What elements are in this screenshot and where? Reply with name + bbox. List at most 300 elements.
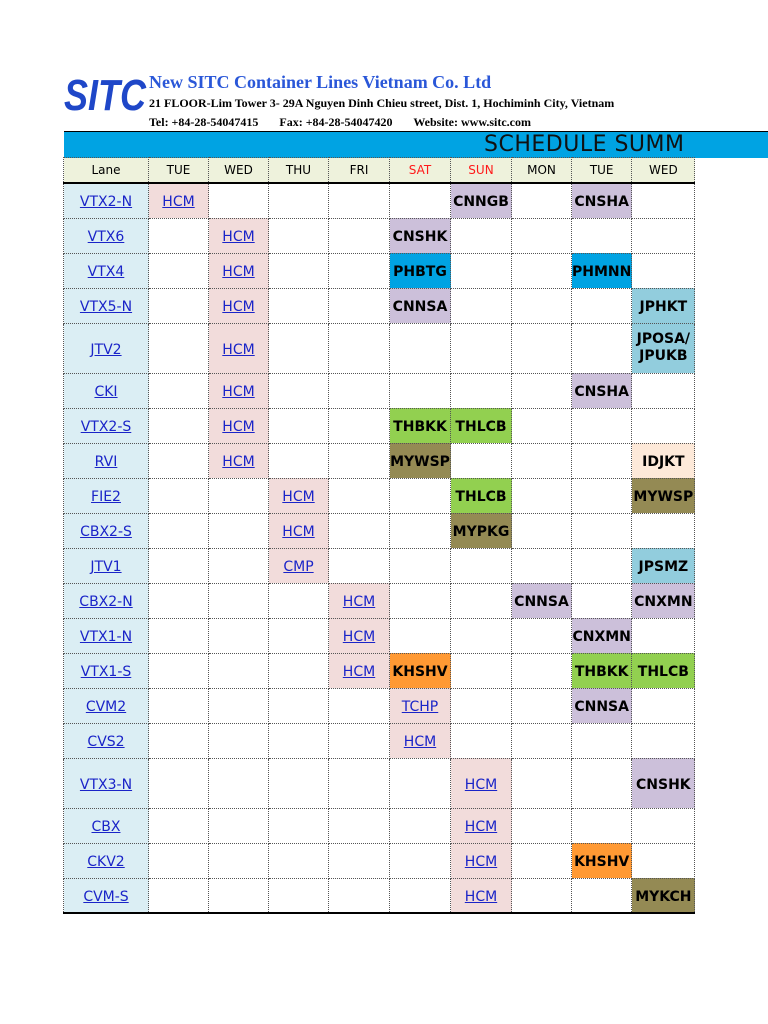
schedule-cell	[209, 408, 269, 443]
header-row	[64, 158, 695, 184]
schedule-cell	[632, 878, 695, 913]
table-row	[64, 288, 695, 323]
port-link[interactable]: HCM	[222, 341, 255, 358]
col-header-tue: TUE	[149, 158, 209, 184]
schedule-cell	[572, 758, 632, 808]
schedule-cell	[390, 723, 451, 758]
schedule-cell	[451, 253, 512, 288]
schedule-cell	[209, 758, 269, 808]
table-row	[64, 653, 695, 688]
schedule-cell	[572, 843, 632, 878]
lane-cell	[64, 878, 149, 913]
schedule-cell	[269, 723, 329, 758]
schedule-cell	[390, 878, 451, 913]
schedule-cell	[451, 373, 512, 408]
table-row	[64, 583, 695, 618]
destination-code: JPHKT	[639, 299, 688, 315]
schedule-cell	[390, 443, 451, 478]
schedule-cell	[451, 218, 512, 253]
port-link[interactable]: HCM	[282, 524, 315, 540]
schedule-cell	[390, 758, 451, 808]
schedule-cell	[269, 688, 329, 723]
lane-link[interactable]: JTV1	[90, 559, 122, 575]
lane-cell	[64, 253, 149, 288]
destination-code: THLCB	[637, 664, 689, 680]
table-row	[64, 878, 695, 913]
schedule-cell	[572, 478, 632, 513]
svg-text:SITC: SITC	[64, 71, 147, 120]
schedule-cell	[149, 653, 209, 688]
destination-code: MYKCH	[635, 888, 692, 905]
schedule-cell	[451, 183, 512, 218]
col-header-fri: FRI	[329, 158, 390, 184]
schedule-cell	[149, 373, 209, 408]
schedule-cell	[149, 583, 209, 618]
schedule-cell	[572, 548, 632, 583]
lane-link[interactable]: CKI	[94, 384, 118, 400]
schedule-cell	[632, 373, 695, 408]
schedule-cell	[209, 548, 269, 583]
schedule-cell	[149, 218, 209, 253]
destination-code: CNNSA	[574, 699, 629, 715]
schedule-cell	[390, 373, 451, 408]
schedule-cell	[149, 443, 209, 478]
schedule-cell	[512, 688, 572, 723]
lane-link[interactable]: RVI	[94, 454, 118, 470]
schedule-cell	[451, 583, 512, 618]
schedule-cell	[632, 583, 695, 618]
schedule-cell	[390, 808, 451, 843]
lane-cell	[64, 373, 149, 408]
lane-link[interactable]: VTX3-N	[79, 776, 133, 793]
schedule-cell	[512, 618, 572, 653]
port-link[interactable]: HCM	[222, 299, 255, 315]
schedule-cell	[632, 443, 695, 478]
contact-line	[149, 115, 531, 130]
schedule-cell	[632, 408, 695, 443]
schedule-cell	[269, 843, 329, 878]
table-row	[64, 218, 695, 253]
company-name: New SITC Container Lines Vietnam Co. Ltd	[149, 72, 492, 92]
schedule-cell	[329, 878, 390, 913]
port-link[interactable]: HCM	[222, 264, 255, 280]
schedule-cell	[390, 323, 451, 373]
website: Website: www.sitc.com	[413, 115, 531, 129]
destination-code: CNSHK	[392, 229, 448, 245]
schedule-cell	[512, 218, 572, 253]
schedule-cell	[149, 758, 209, 808]
sitc-logo	[64, 71, 148, 120]
schedule-cell	[632, 723, 695, 758]
schedule-cell	[329, 513, 390, 548]
port-link[interactable]: HCM	[464, 854, 498, 870]
port-link[interactable]: HCM	[464, 776, 498, 793]
schedule-cell	[149, 618, 209, 653]
schedule-cell	[451, 618, 512, 653]
schedule-cell	[572, 253, 632, 288]
col-header-mon: MON	[512, 158, 572, 184]
schedule-cell	[329, 653, 390, 688]
col-header-lane: Lane	[64, 158, 149, 184]
schedule-cell	[209, 583, 269, 618]
title-bar	[64, 131, 768, 158]
schedule-cell	[329, 758, 390, 808]
destination-code: JPSMZ	[638, 559, 689, 575]
schedule-cell	[632, 513, 695, 548]
table-row	[64, 373, 695, 408]
schedule-cell	[512, 183, 572, 218]
lane-cell	[64, 808, 149, 843]
schedule-cell	[451, 723, 512, 758]
lane-link[interactable]: VTX1-N	[79, 629, 133, 645]
schedule-cell	[572, 443, 632, 478]
schedule-cell	[390, 618, 451, 653]
lane-cell	[64, 723, 149, 758]
schedule-cell	[209, 443, 269, 478]
table-row	[64, 478, 695, 513]
schedule-cell	[149, 288, 209, 323]
schedule-cell	[329, 183, 390, 218]
schedule-cell	[572, 583, 632, 618]
destination-code: CNNGB	[453, 194, 509, 211]
schedule-cell	[451, 288, 512, 323]
port-link[interactable]: HCM	[464, 888, 498, 905]
schedule-cell	[209, 653, 269, 688]
table-row	[64, 323, 695, 373]
schedule-cell	[451, 323, 512, 373]
port-link[interactable]: HCM	[222, 419, 255, 435]
schedule-cell	[512, 478, 572, 513]
schedule-cell	[390, 288, 451, 323]
schedule-cell	[632, 548, 695, 583]
lane-link[interactable]: VTX1-S	[80, 664, 132, 680]
schedule-cell	[390, 253, 451, 288]
schedule-cell	[269, 653, 329, 688]
port-link[interactable]: HCM	[282, 489, 315, 505]
schedule-cell	[329, 443, 390, 478]
destination-code: CNSHA	[574, 384, 629, 400]
schedule-cell	[209, 808, 269, 843]
lane-cell	[64, 843, 149, 878]
schedule-cell	[572, 618, 632, 653]
schedule-cell	[149, 323, 209, 373]
schedule-cell	[209, 288, 269, 323]
schedule-cell	[572, 723, 632, 758]
schedule-cell	[149, 183, 209, 218]
destination-code: MYWSP	[633, 489, 694, 505]
col-header-wed: WED	[209, 158, 269, 184]
port-link[interactable]: HCM	[222, 454, 255, 470]
schedule-cell	[512, 443, 572, 478]
port-link[interactable]: CMP	[283, 559, 314, 575]
schedule-cell	[329, 253, 390, 288]
col-header-sat: SAT	[390, 158, 451, 184]
schedule-cell	[269, 323, 329, 373]
schedule-cell	[632, 323, 695, 373]
schedule-cell	[149, 408, 209, 443]
schedule-cell	[572, 373, 632, 408]
schedule-cell	[209, 723, 269, 758]
table-row	[64, 253, 695, 288]
schedule-cell	[329, 583, 390, 618]
schedule-cell	[632, 758, 695, 808]
table-row	[64, 443, 695, 478]
col-header-tue-2: TUE	[572, 158, 632, 184]
destination-code: MYWSP	[390, 454, 450, 470]
schedule-cell	[329, 808, 390, 843]
schedule-cell	[269, 408, 329, 443]
schedule-cell	[512, 373, 572, 408]
schedule-cell	[329, 618, 390, 653]
port-link[interactable]: HCM	[464, 819, 498, 835]
company-address: 21 FLOOR-Lim Tower 3- 29A Nguyen Dinh Chieu street, Dist. 1, Hochiminh City, Vietnam	[149, 96, 615, 110]
lane-link[interactable]: CBX2-N	[79, 594, 133, 610]
port-link[interactable]: HCM	[342, 594, 376, 610]
col-header-thu: THU	[269, 158, 329, 184]
schedule-cell	[269, 443, 329, 478]
col-header-wed-2: WED	[632, 158, 695, 184]
lane-cell	[64, 478, 149, 513]
schedule-cell	[149, 478, 209, 513]
lane-link[interactable]: VTX2-N	[79, 194, 133, 211]
schedule-cell	[329, 323, 390, 373]
schedule-cell	[632, 808, 695, 843]
schedule-cell	[269, 758, 329, 808]
destination-code: CNSHA	[574, 194, 629, 211]
port-link[interactable]: HCM	[342, 664, 376, 680]
schedule-cell	[269, 373, 329, 408]
schedule-cell	[632, 653, 695, 688]
lane-cell	[64, 583, 149, 618]
schedule-cell	[572, 808, 632, 843]
schedule-cell	[329, 478, 390, 513]
lane-link[interactable]: CVS2	[87, 734, 125, 750]
schedule-cell	[390, 183, 451, 218]
schedule-cell	[512, 758, 572, 808]
table-row	[64, 513, 695, 548]
schedule-cell	[149, 513, 209, 548]
schedule-cell	[269, 478, 329, 513]
schedule-cell	[390, 653, 451, 688]
schedule-cell	[329, 288, 390, 323]
schedule-cell	[329, 373, 390, 408]
lane-link[interactable]: CVM2	[85, 699, 127, 715]
schedule-cell	[329, 408, 390, 443]
schedule-cell	[329, 723, 390, 758]
schedule-cell	[329, 843, 390, 878]
schedule-cell	[329, 218, 390, 253]
lane-cell	[64, 183, 149, 218]
port-link[interactable]: HCM	[162, 194, 195, 211]
lane-cell	[64, 618, 149, 653]
destination-code: CNXMN	[572, 629, 631, 645]
schedule-cell	[329, 548, 390, 583]
schedule-cell	[390, 688, 451, 723]
schedule-cell	[572, 408, 632, 443]
destination-code: PHBTG	[393, 264, 447, 280]
schedule-cell	[269, 513, 329, 548]
lane-cell	[64, 288, 149, 323]
schedule-cell	[329, 688, 390, 723]
schedule-cell	[390, 583, 451, 618]
schedule-cell	[209, 513, 269, 548]
fax-number: Fax: +84-28-54047420	[279, 115, 393, 129]
schedule-cell	[390, 513, 451, 548]
schedule-cell	[632, 253, 695, 288]
destination-code: KHSHV	[574, 854, 630, 870]
schedule-cell	[512, 843, 572, 878]
lane-cell	[64, 688, 149, 723]
table-row	[64, 548, 695, 583]
table-row	[64, 843, 695, 878]
table-row	[64, 618, 695, 653]
schedule-cell	[632, 843, 695, 878]
schedule-body	[64, 183, 695, 913]
schedule-cell	[451, 478, 512, 513]
schedule-cell	[390, 478, 451, 513]
schedule-cell	[269, 618, 329, 653]
schedule-cell	[451, 653, 512, 688]
schedule-cell	[209, 373, 269, 408]
schedule-cell	[390, 408, 451, 443]
schedule-cell	[572, 288, 632, 323]
port-link[interactable]: HCM	[222, 384, 255, 400]
table-row	[64, 688, 695, 723]
destination-code: IDJKT	[642, 454, 685, 470]
schedule-cell	[512, 583, 572, 618]
destination-code: MYPKG	[452, 524, 510, 540]
schedule-cell	[512, 653, 572, 688]
destination-code: THLCB	[455, 489, 507, 505]
schedule-cell	[269, 878, 329, 913]
schedule-cell	[209, 618, 269, 653]
table-row	[64, 408, 695, 443]
table-row	[64, 758, 695, 808]
schedule-cell	[451, 548, 512, 583]
schedule-cell	[209, 478, 269, 513]
schedule-cell	[572, 323, 632, 373]
schedule-cell	[390, 843, 451, 878]
lane-cell	[64, 548, 149, 583]
schedule-cell	[149, 878, 209, 913]
schedule-cell	[269, 548, 329, 583]
schedule-cell	[451, 513, 512, 548]
schedule-cell	[632, 688, 695, 723]
lane-link[interactable]: VTX5-N	[79, 299, 133, 315]
schedule-cell	[209, 253, 269, 288]
schedule-cell	[269, 808, 329, 843]
schedule-cell	[632, 618, 695, 653]
schedule-cell	[209, 183, 269, 218]
schedule-cell	[572, 688, 632, 723]
schedule-cell	[269, 218, 329, 253]
schedule-table	[63, 157, 695, 914]
destination-code: CNXMN	[634, 594, 693, 610]
table-row	[64, 808, 695, 843]
schedule-cell	[149, 808, 209, 843]
schedule-cell	[572, 183, 632, 218]
schedule-cell	[572, 218, 632, 253]
port-link[interactable]: HCM	[222, 229, 255, 245]
schedule-cell	[209, 843, 269, 878]
schedule-cell	[209, 323, 269, 373]
schedule-cell	[149, 723, 209, 758]
table-row	[64, 183, 695, 218]
lane-link[interactable]: CKV2	[87, 854, 125, 870]
destination-code: THLCB	[455, 419, 507, 435]
port-link[interactable]: HCM	[403, 734, 437, 750]
lane-cell	[64, 758, 149, 808]
schedule-cell	[269, 288, 329, 323]
schedule-cell	[632, 218, 695, 253]
schedule-cell	[451, 808, 512, 843]
schedule-cell	[149, 253, 209, 288]
schedule-cell	[572, 513, 632, 548]
schedule-cell	[390, 548, 451, 583]
port-link[interactable]: HCM	[342, 629, 376, 645]
lane-link[interactable]: VTX2-S	[80, 419, 132, 435]
schedule-cell	[512, 723, 572, 758]
lane-link[interactable]: CVM-S	[83, 888, 129, 905]
destination-code: CNSHK	[636, 776, 691, 793]
schedule-cell	[209, 218, 269, 253]
schedule-cell	[390, 218, 451, 253]
destination-code: THBKK	[574, 664, 629, 680]
schedule-cell	[269, 253, 329, 288]
lane-link[interactable]: VTX6	[87, 229, 125, 245]
schedule-cell	[451, 758, 512, 808]
schedule-cell	[512, 408, 572, 443]
col-header-sun: SUN	[451, 158, 512, 184]
lane-link[interactable]: CBX2-S	[80, 524, 132, 540]
destination-code: JPOSA/ JPUKB	[636, 331, 691, 364]
schedule-cell	[512, 808, 572, 843]
destination-code: PHMNN	[572, 264, 632, 280]
schedule-cell	[149, 688, 209, 723]
lane-cell	[64, 443, 149, 478]
schedule-cell	[209, 878, 269, 913]
lane-cell	[64, 408, 149, 443]
lane-cell	[64, 653, 149, 688]
schedule-cell	[512, 253, 572, 288]
destination-code: KHSHV	[392, 664, 448, 680]
schedule-cell	[149, 843, 209, 878]
lane-cell	[64, 513, 149, 548]
tel-number: Tel: +84-28-54047415	[149, 115, 259, 129]
schedule-cell	[269, 183, 329, 218]
destination-code: CNNSA	[514, 594, 569, 610]
schedule-cell	[512, 513, 572, 548]
schedule-cell	[512, 548, 572, 583]
schedule-cell	[451, 843, 512, 878]
schedule-cell	[632, 183, 695, 218]
schedule-cell	[451, 878, 512, 913]
lane-link[interactable]: FIE2	[91, 489, 121, 505]
schedule-cell	[632, 478, 695, 513]
lane-link[interactable]: JTV2	[90, 341, 122, 358]
schedule-cell	[451, 408, 512, 443]
lane-link[interactable]: VTX4	[87, 264, 125, 280]
schedule-cell	[512, 288, 572, 323]
schedule-cell	[451, 443, 512, 478]
port-link[interactable]: TCHP	[401, 699, 439, 715]
lane-link[interactable]: CBX	[91, 819, 121, 835]
schedule-cell	[632, 288, 695, 323]
schedule-cell	[149, 548, 209, 583]
lane-cell	[64, 218, 149, 253]
lane-cell	[64, 323, 149, 373]
table-row	[64, 723, 695, 758]
